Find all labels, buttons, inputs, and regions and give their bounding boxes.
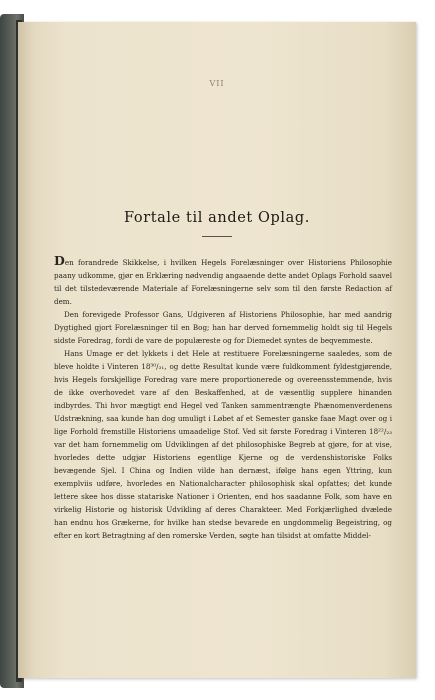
paragraph-1 <box>54 253 392 308</box>
paragraph-2: Den forevigede Professor Gans, Udgiveren af Historiens Philosophie, har med aandrig Dygtighed gjort Forelæsninger til en Bog; han har derved fornemmelig holdt sig til Hegels sidste Foredrag, fordi de vare de populæreste og for Diemedet syntes de beqvemmeste. <box>54 310 392 345</box>
title-rule <box>202 236 232 237</box>
page-number: VII <box>209 79 225 88</box>
paragraph-1-text: en forandrede Skikkelse, i hvilken Hegels Forelæsninger over Historiens Philosophie paany udkomme, gjør en Erklæring nødvendig angaaende dette andet Oplags Forhold saavel til det tilstedeværende Materiale af Forelæsningerne selv som til den første Redaction af dem. <box>54 258 392 306</box>
body-text <box>54 253 392 542</box>
drop-cap: D <box>54 253 65 268</box>
paragraph-3: Hans Umage er det lykkets i det Hele at restituere Forelæsningerne saaledes, som de bleve holdte i Vinteren 18³⁰/₃₁, og dette Resultat kunde være fuldkomment fyldestgjørende, hvis Hegels forskjellige Foredrag vare mere proportionerede og overeensstemmende, hvis de ikke overhovedet vare af den Beskaffenhed, at de væsentlig supplere hinanden indbyrdes. Thi hvor mægtigt end Hegel ved Tanken sammentrængte Phænomenverdenens Udstrækning, saa kunde han dog umuligt i Løbet af et Semester ganske faae Magt over og i lige Forhold fremstille Historiens umaadelige Stof. Ved sit første Foredrag i Vinteren 18²²/₂₃ var det ham fornemmelig om Udviklingen af det philosophiske Begreb at gjøre, for at vise, hvorledes dette udgjør Historiens egentlige Kjerne og de verdenshistoriske Folks bevægende Sjel. I China og Indien vilde han dernæst, ifølge hans egen Yttring, kun exemplviis udføre, hvorledes en Nationalcharacter philosophisk skal opfattes; det kunde lettere skee hos disse statariske Nationer i Orienten, end hos saadanne Folk, som have en virkelig Historie og historisk Udvikling af deres Charakteer. Med Forkjærlighed dvælede han endnu hos Grækerne, for hvilke han stedse bevarede en ungdommelig Begeistring, og efter en kort Betragtning af den romerske Verden, søgte han tilsidst at omfatte Middel- <box>54 349 392 540</box>
chapter-title: Fortale til andet Oplag. <box>124 210 310 226</box>
book-page <box>18 22 416 678</box>
